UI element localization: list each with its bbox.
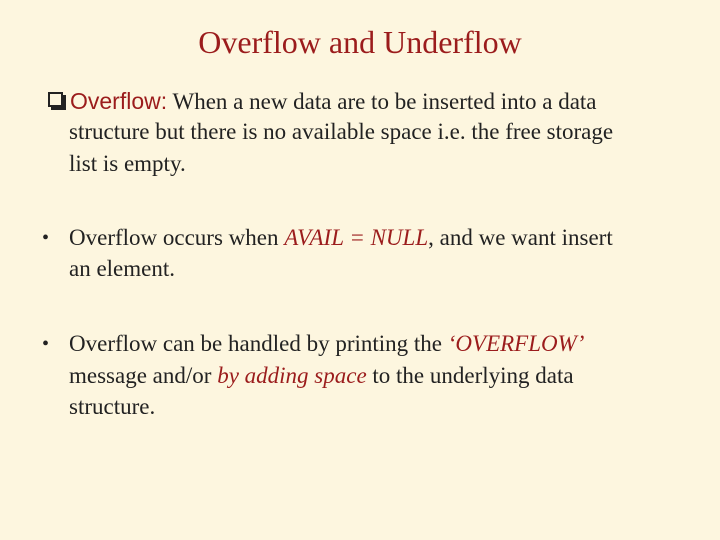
bullet-icon: •	[42, 333, 50, 355]
overflow-message-emphasis: ‘OVERFLOW’	[447, 331, 585, 356]
bullet-1-suffix: , and we want insert	[428, 225, 613, 250]
checkbox-bullet-icon	[48, 92, 63, 107]
bullet-1-prefix: Overflow occurs when	[69, 225, 285, 250]
adding-space-emphasis: by adding space	[217, 363, 367, 388]
bullet-1-line-1	[69, 223, 613, 253]
bullet-2-prefix: Overflow can be handled by printing the	[69, 331, 448, 356]
overflow-term: Overflow:	[70, 88, 168, 114]
bullet-1-line-2: an element.	[69, 256, 176, 281]
bullet-2-line-3: structure.	[69, 394, 156, 419]
avail-null-emphasis: AVAIL = NULL	[284, 225, 429, 250]
bullet-2-line-2-suffix: to the underlying data	[366, 363, 574, 388]
overflow-definition-line-1	[70, 86, 597, 117]
bullet-icon: •	[42, 227, 50, 249]
bullet-2-line-2-prefix: message and/or	[69, 363, 218, 388]
slide-title: Overflow and Underflow	[198, 24, 522, 60]
bullet-2-line-2	[69, 361, 574, 391]
definition-text-3: list is empty.	[69, 151, 186, 176]
definition-text-1: When a new data are to be inserted into a data	[172, 89, 597, 114]
definition-text-2: structure but there is no available space i.e. the free storage	[69, 119, 614, 144]
bullet-2-line-1	[69, 329, 584, 359]
